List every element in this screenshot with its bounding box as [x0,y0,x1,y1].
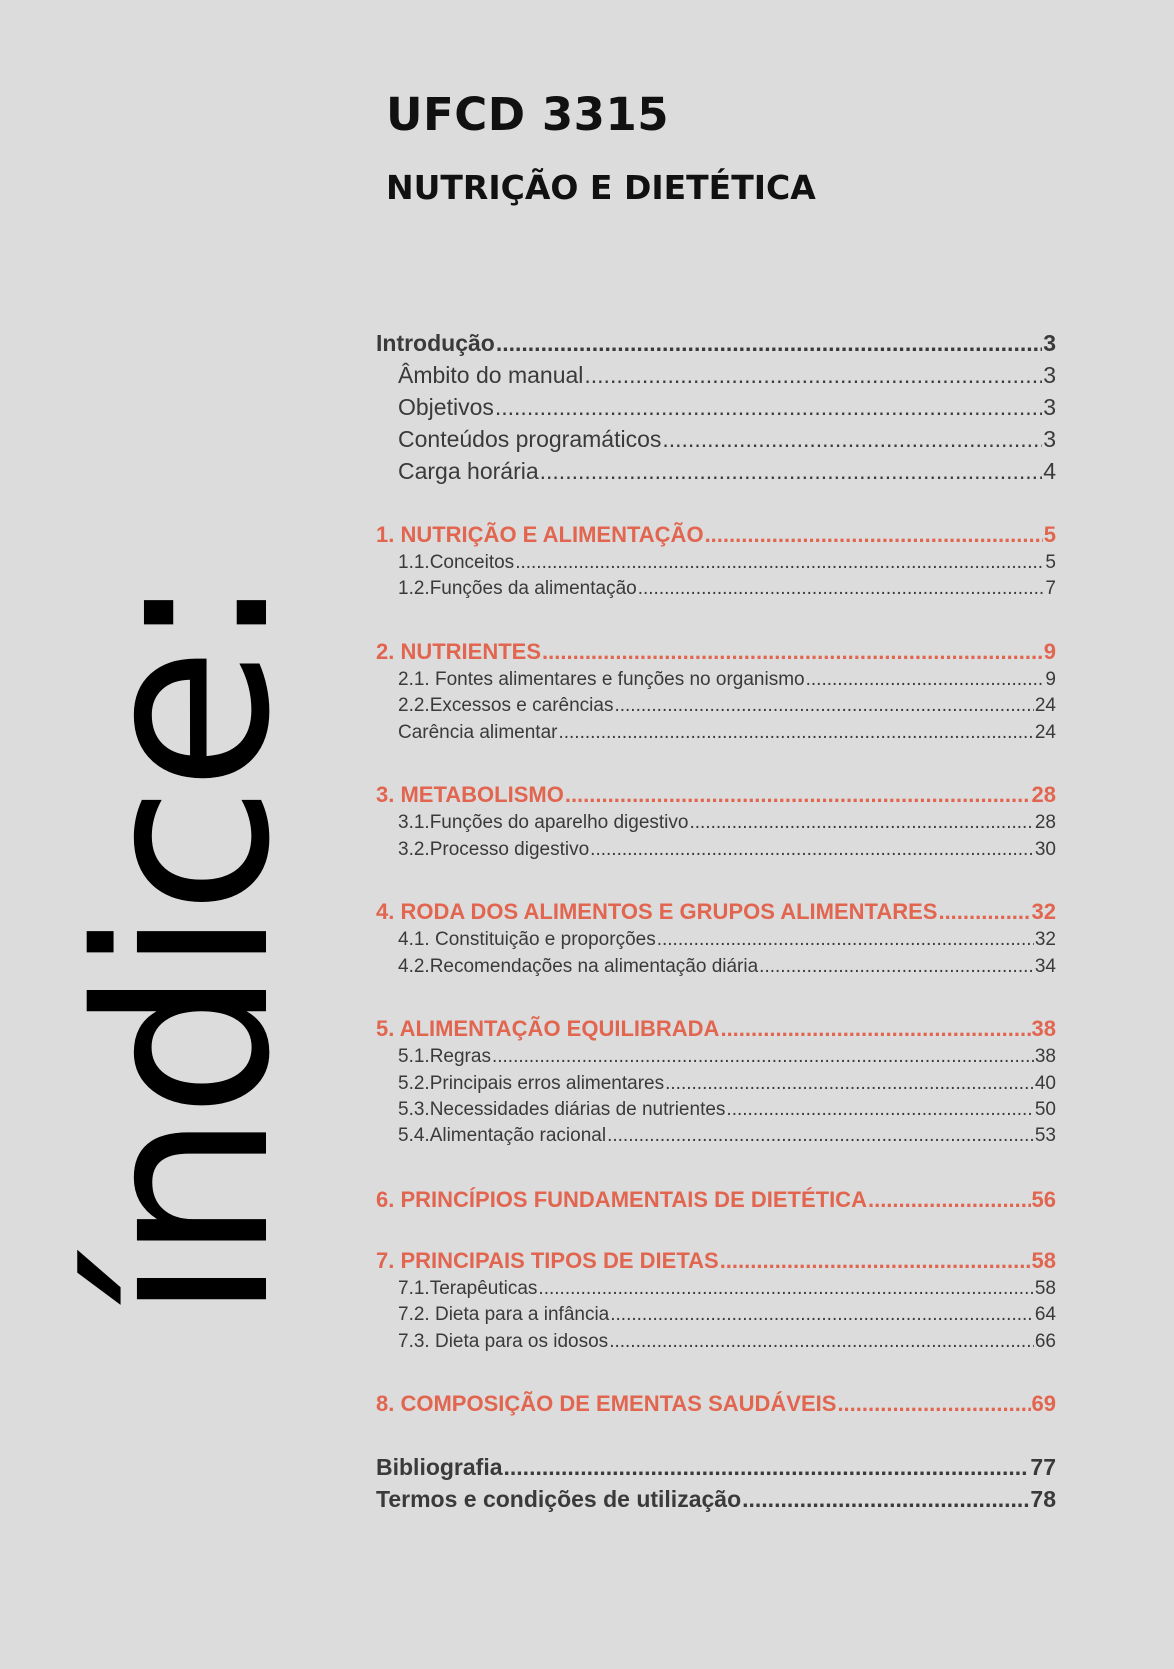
toc-entry-page: 58 [1034,1278,1056,1299]
toc-leader-dots [590,839,1034,861]
toc-entry-label: Introdução [376,330,495,356]
toc-entry-page: 9 [1045,669,1056,690]
toc-leader-dots [492,1046,1034,1068]
toc-entry-page: 32 [1034,929,1056,950]
toc-entry-page: 53 [1034,1125,1056,1146]
toc-entry-label: 7.2. Dieta para a infância [398,1304,610,1325]
toc-chapter-page: 69 [1031,1391,1056,1416]
toc-chapter-5[interactable] [376,1016,1056,1042]
toc-chapter-8[interactable] [376,1391,1056,1417]
toc-chapter-label: 3. METABOLISMO [376,782,564,807]
toc-entry-2-1[interactable] [376,669,1056,691]
toc-entry-label: Carência alimentar [398,722,558,743]
toc-chapter-6[interactable] [376,1187,1056,1213]
toc-leader-dots [496,330,1042,357]
toc-entry-label: Âmbito do manual [398,362,584,388]
toc-leader-dots [607,1125,1034,1147]
toc-entry-label: 2.1. Fontes alimentares e funções no organismo [398,669,805,690]
toc-chapter-label: 8. COMPOSIÇÃO DE EMENTAS SAUDÁVEIS [376,1391,837,1416]
toc-entry-bibliografia[interactable] [376,1454,1056,1481]
toc-leader-dots [538,1278,1033,1300]
toc-leader-dots [638,578,1045,600]
toc-chapter-7[interactable] [376,1248,1056,1274]
toc-entry-label: 4.2.Recomendações na alimentação diária [398,956,759,977]
toc-entry-page: 40 [1034,1073,1056,1094]
toc-entry-page: 3 [1043,394,1056,420]
toc-entry-2-2[interactable] [376,695,1056,717]
toc-entry-7-2[interactable] [376,1304,1056,1326]
toc-leader-dots [837,1391,1030,1417]
toc-entry-termos[interactable] [376,1486,1056,1513]
toc-leader-dots [609,1331,1034,1353]
toc-chapter-page: 58 [1031,1248,1056,1273]
toc-entry-objetivos[interactable] [376,394,1056,421]
toc-chapter-label: 5. ALIMENTAÇÃO EQUILIBRADA [376,1016,720,1041]
document-title: UFCD 3315 [386,88,670,141]
toc-chapter-page: 28 [1031,782,1056,807]
toc-leader-dots [742,1486,1029,1513]
toc-entry-1-1[interactable] [376,552,1056,574]
toc-entry-3-2[interactable] [376,839,1056,861]
toc-chapter-4[interactable] [376,899,1056,925]
toc-entry-ambito[interactable] [376,362,1056,389]
toc-entry-page: 7 [1045,578,1056,599]
toc-entry-conteudos[interactable] [376,426,1056,453]
toc-leader-dots [938,899,1030,925]
toc-leader-dots [614,695,1033,717]
toc-entry-5-3[interactable] [376,1099,1056,1121]
toc-entry-4-2[interactable] [376,956,1056,978]
toc-entry-label: Conteúdos programáticos [398,426,662,452]
toc-entry-page: 24 [1034,722,1056,743]
toc-chapter-page: 9 [1043,639,1056,664]
toc-leader-dots [720,1248,1031,1274]
toc-leader-dots [657,929,1034,951]
toc-entry-page: 28 [1034,812,1056,833]
toc-leader-dots [584,362,1042,389]
toc-entry-1-2[interactable] [376,578,1056,600]
toc-leader-dots [720,1016,1030,1042]
toc-chapter-page: 32 [1031,899,1056,924]
toc-leader-dots [689,812,1033,834]
toc-leader-dots [610,1304,1034,1326]
toc-entry-page: 24 [1034,695,1056,716]
toc-entry-label: Carga horária [398,458,539,484]
toc-leader-dots [495,394,1042,421]
toc-chapter-1[interactable] [376,522,1056,548]
toc-entry-5-1[interactable] [376,1046,1056,1068]
toc-entry-5-4[interactable] [376,1125,1056,1147]
toc-leader-dots [504,1454,1030,1481]
toc-entry-label: Bibliografia [376,1454,503,1480]
toc-entry-label: Objetivos [398,394,494,420]
toc-leader-dots [759,956,1034,978]
document-subtitle: NUTRIÇÃO E DIETÉTICA [386,168,816,207]
toc-entry-label: 5.4.Alimentação racional [398,1125,607,1146]
toc-leader-dots [665,1073,1034,1095]
toc-entry-page: 77 [1030,1454,1056,1480]
toc-chapter-label: 6. PRINCÍPIOS FUNDAMENTAIS DE DIETÉTICA [376,1187,867,1212]
toc-chapter-page: 56 [1031,1187,1056,1212]
toc-leader-dots [806,669,1045,691]
toc-chapter-2[interactable] [376,639,1056,665]
toc-entry-5-2[interactable] [376,1073,1056,1095]
toc-chapter-page: 38 [1031,1016,1056,1041]
toc-entry-page: 3 [1043,362,1056,388]
toc-chapter-label: 7. PRINCIPAIS TIPOS DE DIETAS [376,1248,719,1273]
toc-leader-dots [662,426,1042,453]
toc-entry-page: 64 [1034,1304,1056,1325]
toc-entry-page: 5 [1045,552,1056,573]
toc-entry-label: 3.1.Funções do aparelho digestivo [398,812,689,833]
toc-entry-label: 1.1.Conceitos [398,552,515,573]
toc-entry-page: 78 [1030,1486,1056,1512]
toc-entry-page: 4 [1043,458,1056,484]
toc-entry-3-1[interactable] [376,812,1056,834]
toc-entry-page: 50 [1034,1099,1056,1120]
toc-chapter-3[interactable] [376,782,1056,808]
toc-entry-page: 66 [1034,1331,1056,1352]
toc-leader-dots [540,458,1043,485]
toc-entry-introducao[interactable] [376,330,1056,357]
toc-entry-label: 7.1.Terapêuticas [398,1278,538,1299]
toc-leader-dots [515,552,1044,574]
toc-entry-label: 2.2.Excessos e carências [398,695,614,716]
toc-chapter-page: 5 [1043,522,1056,547]
toc-entry-label: 3.2.Processo digestivo [398,839,590,860]
toc-entry-page: 3 [1043,330,1056,356]
toc-entry-page: 38 [1034,1046,1056,1067]
toc-chapter-label: 4. RODA DOS ALIMENTOS E GRUPOS ALIMENTARES [376,899,938,924]
toc-leader-dots [868,1187,1031,1213]
toc-entry-label: 5.2.Principais erros alimentares [398,1073,665,1094]
toc-leader-dots [558,722,1033,744]
toc-leader-dots [705,522,1043,548]
toc-entry-label: 4.1. Constituição e proporções [398,929,656,950]
toc-leader-dots [565,782,1031,808]
toc-entry-carga-horaria[interactable] [376,458,1056,485]
toc-entry-7-1[interactable] [376,1278,1056,1300]
index-side-title: índice: [47,578,322,1322]
toc-entry-label: 7.3. Dieta para os idosos [398,1331,609,1352]
toc-entry-label: 5.3.Necessidades diárias de nutrientes [398,1099,726,1120]
toc-leader-dots [726,1099,1033,1121]
toc-entry-4-1[interactable] [376,929,1056,951]
toc-chapter-label: 1. NUTRIÇÃO E ALIMENTAÇÃO [376,522,704,547]
toc-entry-7-3[interactable] [376,1331,1056,1353]
toc-entry-label: 1.2.Funções da alimentação [398,578,637,599]
toc-entry-label: 5.1.Regras [398,1046,491,1067]
toc-entry-page: 34 [1034,956,1056,977]
toc-chapter-label: 2. NUTRIENTES [376,639,542,664]
toc-leader-dots [542,639,1043,665]
toc-entry-page: 3 [1043,426,1056,452]
toc-entry-carencia-alimentar[interactable] [376,722,1056,744]
toc-entry-page: 30 [1034,839,1056,860]
toc-entry-label: Termos e condições de utilização [376,1486,742,1512]
